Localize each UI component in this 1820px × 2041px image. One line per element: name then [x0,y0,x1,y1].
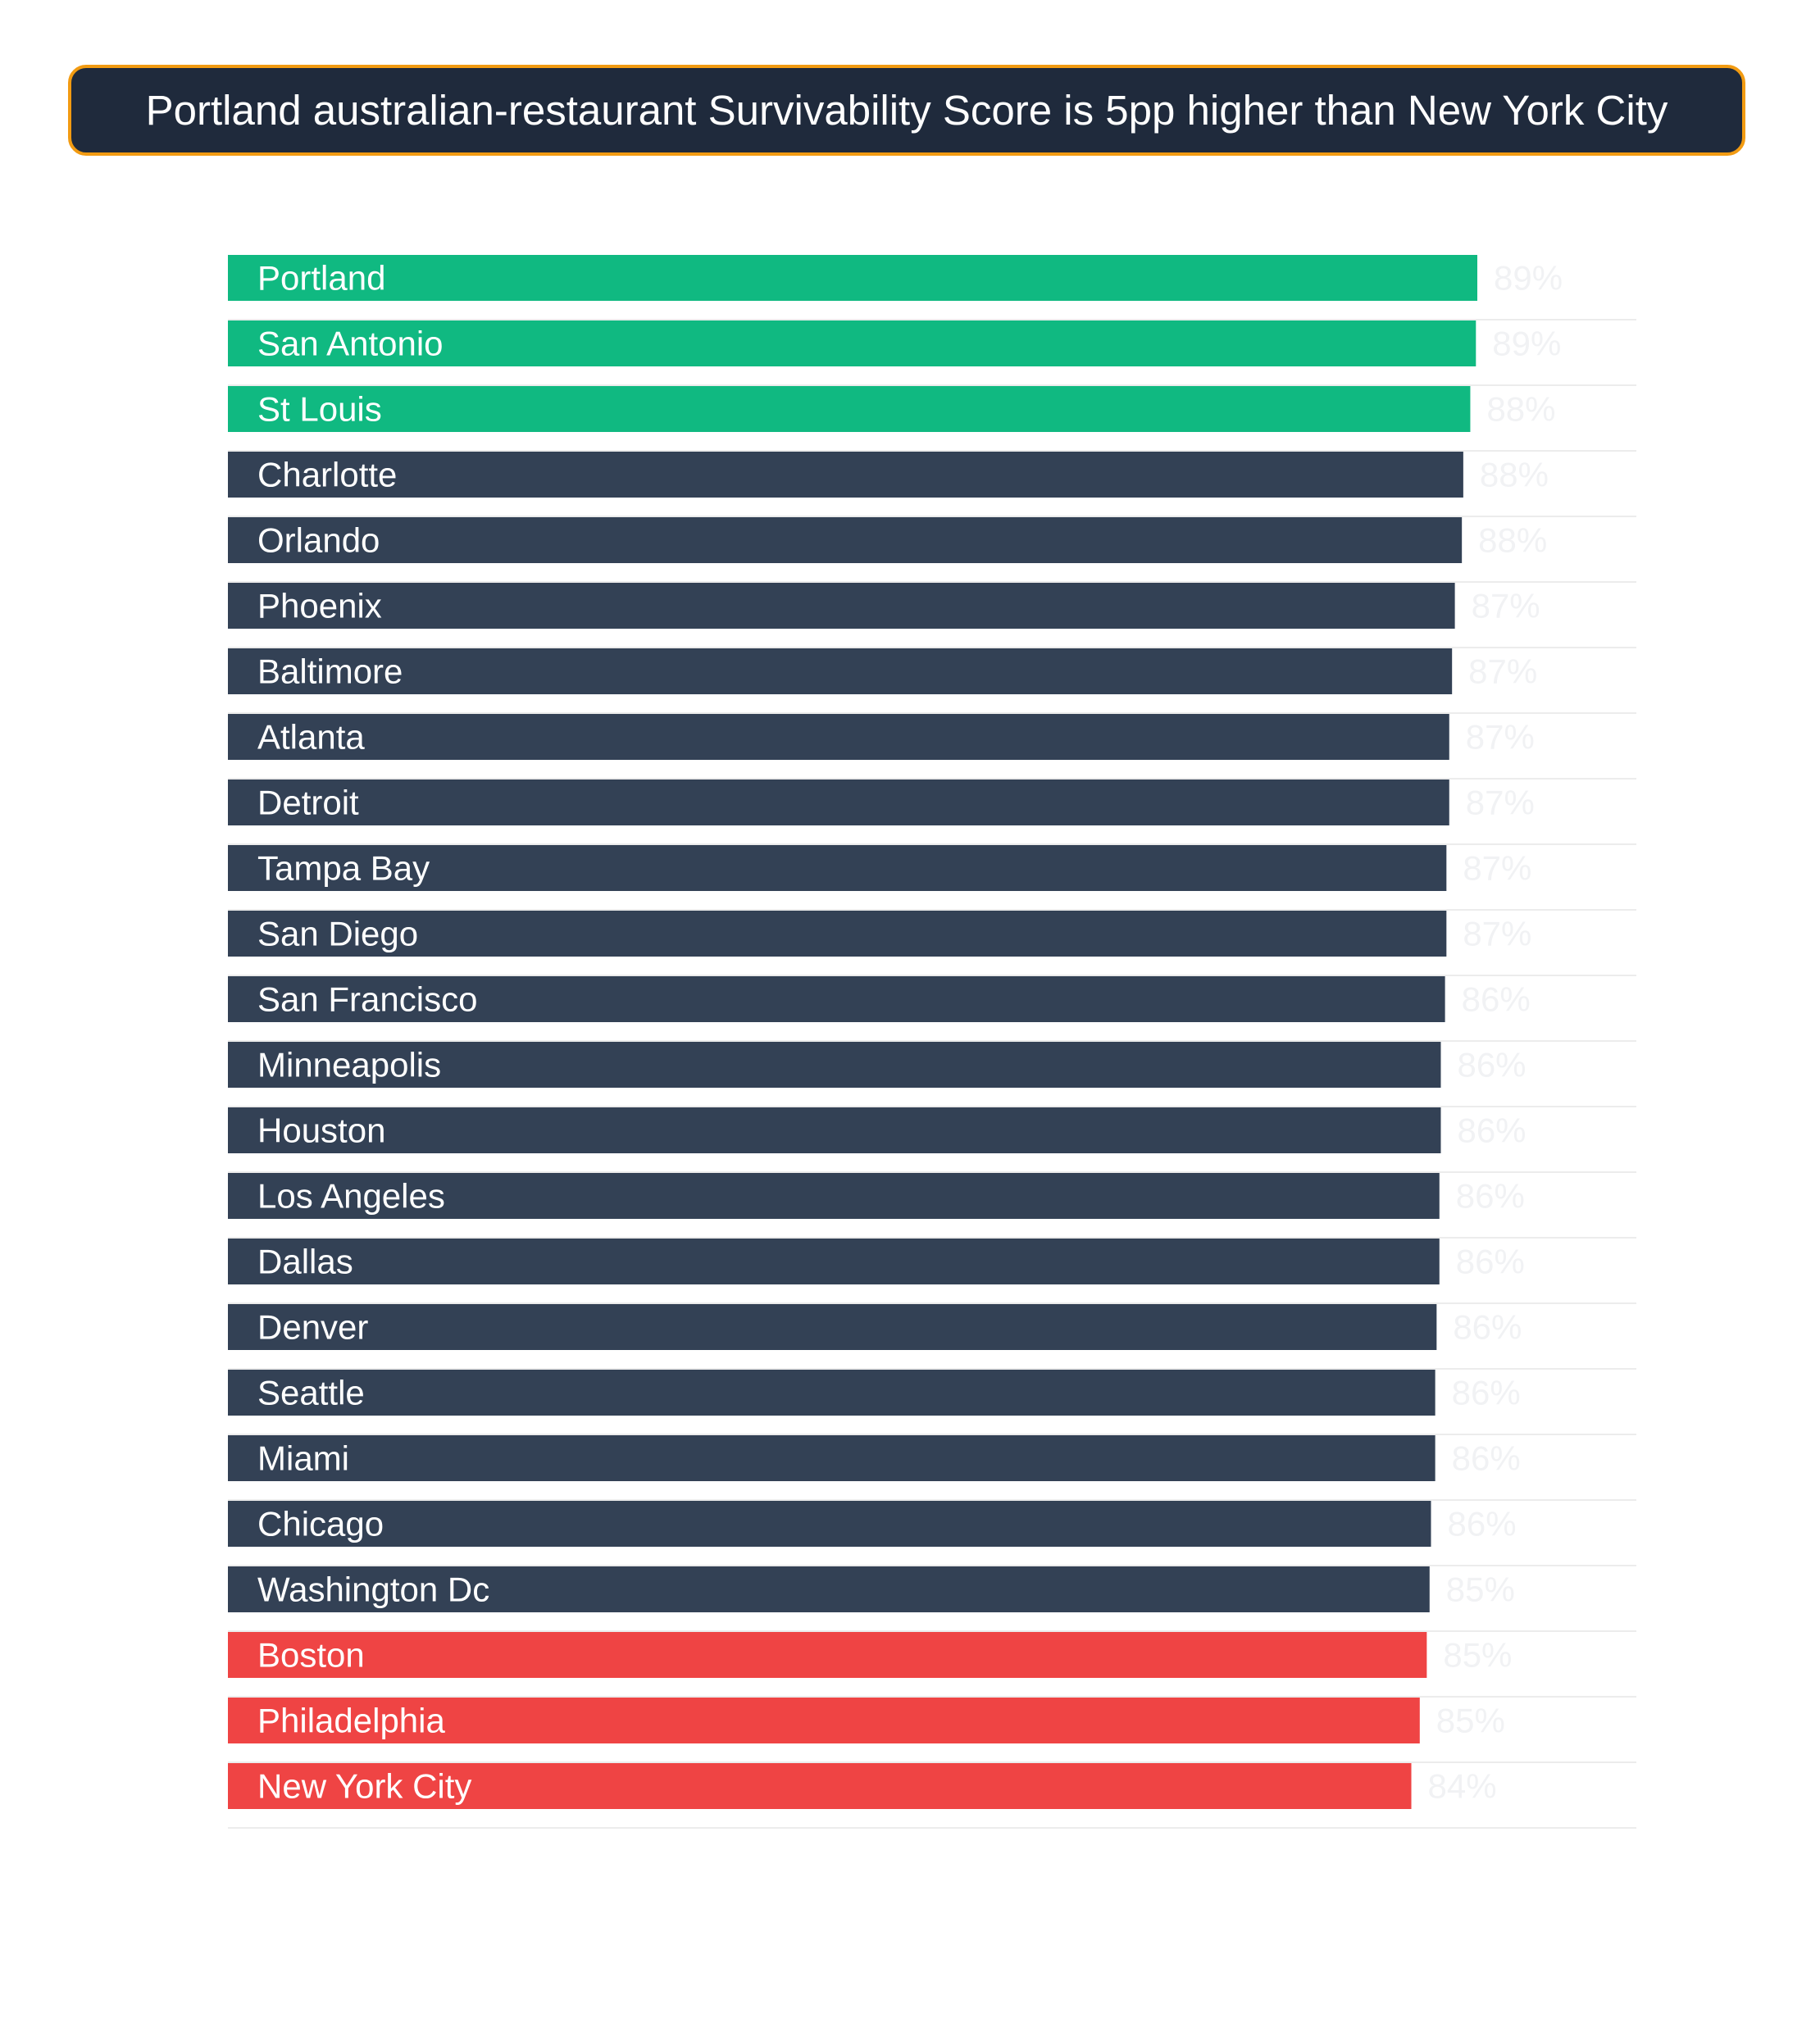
bar-value-label: 87% [1463,914,1532,953]
bar-category-label: Houston [257,1111,386,1150]
bar-category-label: San Diego [257,914,419,953]
bar-value-label: 85% [1445,1570,1515,1609]
bar-value-label: 88% [1478,520,1548,560]
bar-category-label: Chicago [257,1504,384,1543]
bar-miami [228,1435,1436,1481]
bar-value-label: 84% [1427,1766,1497,1806]
bar-category-label: Portland [257,258,386,298]
bar-category-label: Minneapolis [257,1045,442,1084]
bar-value-label: 89% [1494,258,1563,298]
bar-category-label: Tampa Bay [257,848,430,888]
bar-value-label: 86% [1447,1504,1517,1543]
bar-category-label: Washington Dc [257,1570,490,1609]
bar-category-label: Atlanta [257,717,365,757]
bar-dallas [228,1239,1440,1284]
bar-value-label: 87% [1468,652,1538,691]
bar-value-label: 88% [1479,455,1549,494]
bar-value-label: 86% [1457,1111,1527,1150]
bar-value-label: 86% [1453,1307,1522,1347]
bar-value-label: 86% [1455,1242,1525,1281]
bar-denver [228,1304,1436,1350]
bar-atlanta [228,714,1449,760]
bar-category-label: Baltimore [257,652,403,691]
bar-st-louis [228,386,1470,432]
bar-value-label: 85% [1436,1701,1505,1740]
bar-category-label: Seattle [257,1373,365,1412]
bar-value-label: 87% [1463,848,1532,888]
bar-value-label: 89% [1492,324,1562,363]
bar-value-label: 88% [1486,389,1556,429]
bar-value-label: 86% [1451,1439,1521,1478]
bar-category-label: Los Angeles [257,1176,445,1216]
bar-value-label: 86% [1451,1373,1521,1412]
bar-baltimore [228,648,1452,694]
bar-category-label: Charlotte [257,455,398,494]
bar-category-label: San Francisco [257,980,478,1019]
bar-value-label: 86% [1457,1045,1527,1084]
bar-boston [228,1632,1426,1678]
bar-phoenix [228,583,1455,629]
bar-category-label: Boston [257,1635,365,1675]
bar-seattle [228,1370,1436,1416]
bar-value-label: 86% [1461,980,1531,1019]
bar-portland [228,255,1477,301]
bar-category-label: Miami [257,1439,349,1478]
bar-category-label: Detroit [257,783,359,822]
bar-category-label: New York City [257,1766,472,1806]
bar-chicago [228,1501,1431,1547]
bar-category-label: Dallas [257,1242,353,1281]
bar-value-label: 87% [1465,783,1535,822]
bar-category-label: San Antonio [257,324,444,363]
bar-value-label: 87% [1471,586,1540,625]
bar-category-label: St Louis [257,389,382,429]
bar-detroit [228,780,1449,825]
bar-value-label: 85% [1443,1635,1513,1675]
bar-value-label: 87% [1465,717,1535,757]
bar-category-label: Denver [257,1307,369,1347]
bar-category-label: Philadelphia [257,1701,445,1740]
bar-category-label: Phoenix [257,586,382,625]
bar-houston [228,1107,1440,1153]
bar-value-label: 86% [1455,1176,1525,1216]
bar-orlando [228,517,1462,563]
bar-category-label: Orlando [257,520,380,560]
bar-charlotte [228,452,1463,498]
chart-title: Portland australian-restaurant Survivability Score is 5pp higher than New York City [145,87,1668,134]
